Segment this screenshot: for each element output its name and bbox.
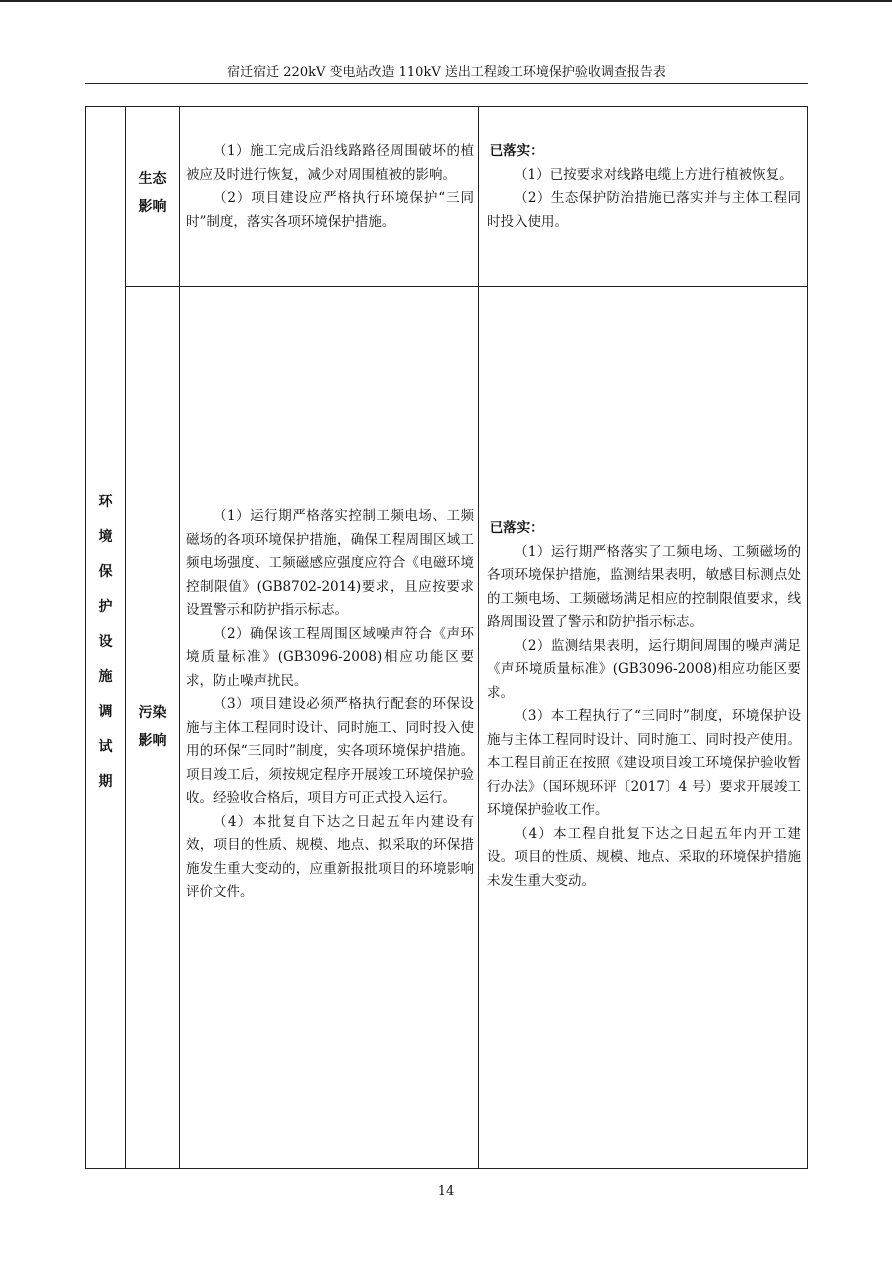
section-title-char: 调 <box>98 704 113 720</box>
implementation-item: （2）生态保护防治措施已落实并与主体工程同时投入使用。 <box>487 190 801 230</box>
section-title-char: 护 <box>98 599 113 615</box>
ecology-implementation <box>487 140 801 234</box>
section-title-char: 试 <box>98 739 113 755</box>
implementation-item: （1）运行期严格落实了工频电场、工频磁场的各项环境保护措施，监测结果表明，敏感目标测点处的工频电场、工频磁场满足相应的控制限值要求，线路周围设置了警示和防护指示标志。 <box>487 543 801 630</box>
implementation-item: （1）已按要求对线路电缆上方进行植被恢复。 <box>514 166 793 183</box>
column-divider-2 <box>179 107 180 1168</box>
page-header: 宿迁宿迁 220kV 变电站改造 110kV 送出工程竣工环境保护验收调查报告表 <box>227 65 666 80</box>
column-divider-1 <box>125 107 126 1168</box>
requirement-item: （1）运行期严格落实控制工频电场、工频磁场的各项环境保护措施，确保工程周围区域工频电场强度、工频磁感应强度应符合《电磁环境控制限值》(GB8702-2014)要求，且应按要求设置警示和防护指示标志。 <box>186 508 474 618</box>
column-divider-3 <box>478 107 479 1168</box>
header-rule <box>85 83 808 84</box>
implementation-heading: 已落实： <box>489 143 544 159</box>
category-ecology: 生态 影响 <box>138 171 167 215</box>
implementation-item: （3）本工程执行了“三同时”制度，环境保护设施与主体工程同时设计、同时施工、同时投产使用。本工程目前正在按照《建设项目竣工环境保护验收暂行办法》（国环规环评〔2017〕4 号）要求开展竣工环境保护验收工作。 <box>487 708 801 818</box>
section-title-char: 环 <box>98 494 113 510</box>
implementation-item: （4）本工程自批复下达之日起五年内开工建设。项目的性质、规模、地点、采取的环境保护措施未发生重大变动。 <box>487 825 801 889</box>
section-title <box>86 485 125 800</box>
requirement-item: （3）项目建设必须严格执行配套的环保设施与主体工程同时设计、同时施工、同时投入使用的环保“三同时”制度，实各项环境保护措施。项目竣工后，须按规定程序开展竣工环境保护验收。经验收合格后，项目方可正式投入运行。 <box>186 696 474 806</box>
section-title-char: 设 <box>98 634 113 650</box>
implementation-heading: 已落实： <box>489 520 544 536</box>
section-title-char: 境 <box>98 529 113 545</box>
category-pollution: 污染 影响 <box>138 705 167 749</box>
pollution-implementation <box>487 517 801 893</box>
row-divider <box>125 286 807 287</box>
pollution-requirements <box>186 505 474 905</box>
implementation-item: （2）监测结果表明，运行期间周围的噪声满足《声环境质量标准》(GB3096-2008)相应功能区要求。 <box>487 637 801 701</box>
report-table <box>85 106 808 1169</box>
requirement-item: （2）确保该工程周围区域噪声符合《声环境质量标准》(GB3096-2008)相应功能区要求，防止噪声扰民。 <box>186 625 474 689</box>
top-border <box>0 0 892 2</box>
requirement-item: （2）项目建设应严格执行环境保护“三同时”制度，落实各项环境保护措施。 <box>186 190 474 230</box>
ecology-requirements <box>186 140 474 234</box>
section-title-char: 施 <box>98 669 113 685</box>
requirement-item: （4）本批复自下达之日起五年内建设有效，项目的性质、规模、地点、拟采取的环保措施发生重大变动的，应重新报批项目的环境影响评价文件。 <box>186 813 474 900</box>
section-title-char: 保 <box>98 564 113 580</box>
requirement-item: （1）施工完成后沿线路路径周围破坏的植被应及时进行恢复，减少对周围植被的影响。 <box>186 143 474 183</box>
page-number: 14 <box>437 1184 455 1199</box>
section-title-char: 期 <box>98 774 113 790</box>
